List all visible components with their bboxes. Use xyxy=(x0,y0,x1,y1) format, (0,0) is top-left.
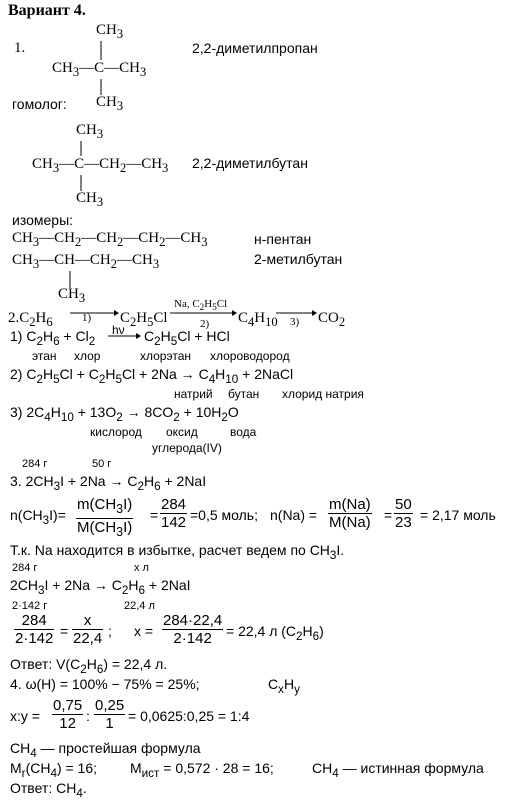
xy-label: x:y = xyxy=(10,708,40,724)
task4-hydrogen-fraction: 4. ω(H) = 100% − 75% = 25%; xyxy=(10,676,200,692)
reaction-3: 3) $2C_4H_{10} + 13O_2 \to 8CO_2 + 10H_2O$ xyxy=(10,404,239,424)
result-n-na: = 2,17 моль xyxy=(420,507,496,523)
r1-name-chloroethane: хлорэтан xyxy=(140,349,192,363)
task3-equation: 3. $2CH_3I + 2Na \to C_2H_6 + 2NaI$ xyxy=(10,473,207,493)
m-ist-value: $M_{ист} = 0,572 \cdot 28 = 16$; xyxy=(130,760,274,780)
below-ch3i: 2·142 г xyxy=(12,600,48,612)
task4-cxhy: $C_xH_y$ xyxy=(268,676,300,696)
isomer-name-1: н-пентан xyxy=(254,231,312,247)
homolog-label: гомолог: xyxy=(12,96,67,112)
task1-number: 1. xyxy=(14,40,26,56)
task3-equation-2: $2CH_3I + 2Na \to C_2H_6 + 2NaI$ xyxy=(10,577,191,597)
fraction-m-na: $\frac{m(Na)}{M(Na)}$ xyxy=(329,496,371,531)
reaction-2: 2) $C_2H_5Cl + C_2H_5Cl + 2Na \to C_4H_{10}$ + 2NaCl xyxy=(10,366,294,386)
r2-name-nacl: хлорид натрия xyxy=(282,387,364,401)
x-fraction: $\frac{284\cdot 22,4}{2\cdot 142}$ xyxy=(163,612,223,647)
fraction-025-1: $\frac{0,25}{1}$ xyxy=(95,697,125,732)
xy-result: = 0,0625:0,25 = 1:4 xyxy=(128,708,250,724)
above-ch3i: 284 г xyxy=(12,562,38,574)
compound-name-2: 2,2-диметилбутан xyxy=(192,155,308,171)
n-na-label: n(Na) = xyxy=(270,507,318,523)
fraction-284-142: $\frac{284}{142}$ xyxy=(161,496,187,531)
mr-value: $M_r(CH_4) = 16$; xyxy=(10,760,98,780)
r3-name-water: вода xyxy=(230,425,257,439)
mass-ch3i: 284 г xyxy=(22,458,48,470)
fraction-m-ch3i: $\frac{m(CH_3I)}{M(CH_3I)}$ xyxy=(77,496,133,539)
excess-note: Т.к. Na находится в избытке, расчет ведем по $CH_3I$. xyxy=(10,542,345,562)
r3-name-oxygen: кислород xyxy=(90,425,142,439)
fraction-50-23: $\frac{50}{23}$ xyxy=(395,496,412,531)
fraction-075-12: $\frac{0,75}{12}$ xyxy=(53,697,83,732)
true-formula: $CH_4$ — истинная формула xyxy=(312,760,484,780)
page-title: Вариант 4. xyxy=(8,2,86,19)
task4-answer: Ответ: $CH_4$. xyxy=(10,780,87,800)
x-result: = 22,4 л $(C_2H_6)$ xyxy=(226,623,324,643)
simplest-formula: $CH_4$ — простейшая формула xyxy=(10,740,201,760)
x-label: x = xyxy=(134,623,154,639)
above-c2h6: x л xyxy=(134,562,149,574)
compound-name-1: 2,2-диметилпропан xyxy=(192,40,318,56)
isomer-name-2: 2-метилбутан xyxy=(254,251,343,267)
proportion-right: $\frac{x}{22,4}$ xyxy=(73,612,103,647)
r1-name-chlorine: хлор xyxy=(74,349,101,363)
proportion-left: $\frac{284}{2\cdot 142}$ xyxy=(15,612,54,647)
isomers-label: изомеры: xyxy=(12,212,74,228)
below-c2h6: 22,4 л xyxy=(124,600,155,612)
result-n-ch3i: =0,5 моль; xyxy=(190,507,258,523)
r2-name-sodium: натрий xyxy=(174,387,213,401)
r2-name-butane: бутан xyxy=(228,387,260,401)
r1-name-ethane: этан xyxy=(32,349,57,363)
isomer-pentane: $CH_3—CH_2—CH_2—CH_2—CH_3$ xyxy=(12,230,208,249)
r3-name-oxide: оксид xyxy=(166,425,198,439)
r1-name-hcl: хлороводород xyxy=(210,349,290,363)
r3-name-carbon: углерода(IV) xyxy=(152,441,222,455)
mass-na: 50 г xyxy=(92,458,112,470)
n-ch3i-label: $n(CH_3I)=$ xyxy=(10,507,66,527)
task3-answer: Ответ: $V(C_2H_6) = 22,4$ л. xyxy=(10,656,168,676)
